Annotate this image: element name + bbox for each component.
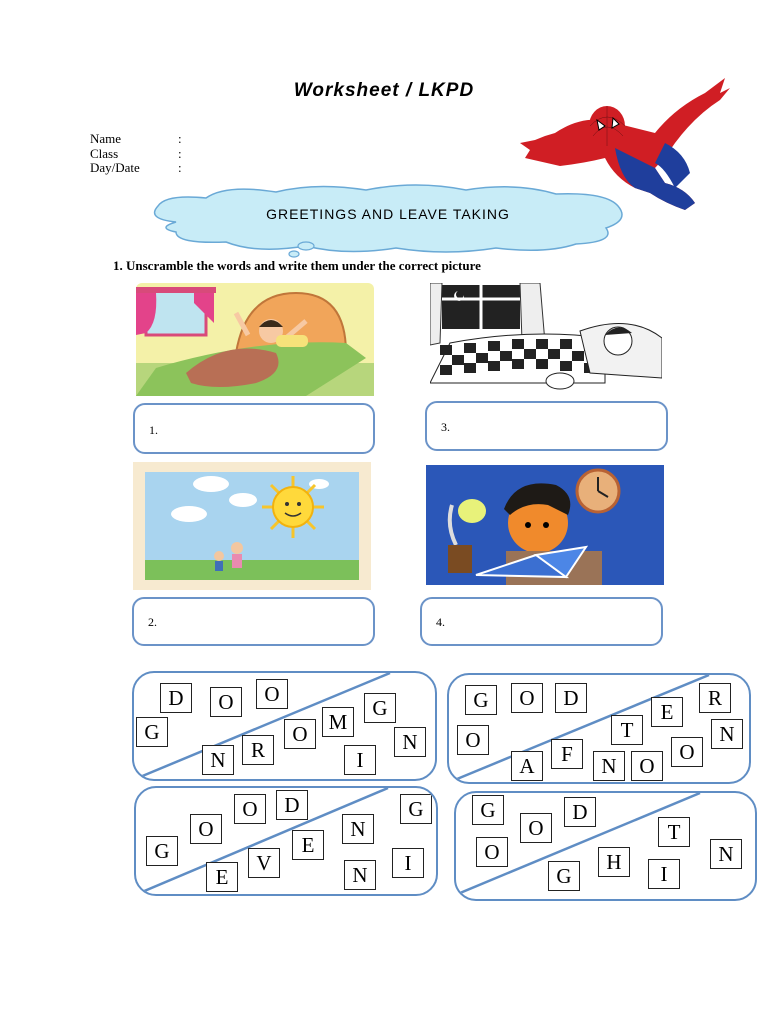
topic-title: GREETINGS AND LEAVE TAKING	[266, 206, 510, 222]
scramble-puzzle-2	[447, 673, 751, 784]
letter-tile[interactable]: M	[322, 707, 354, 737]
letter-tile[interactable]: G	[548, 861, 580, 891]
letter-tile[interactable]: F	[551, 739, 583, 769]
letter-tile[interactable]: O	[284, 719, 316, 749]
letter-tile[interactable]: N	[711, 719, 743, 749]
info-label: Name	[90, 131, 122, 146]
letter-tile[interactable]: T	[611, 715, 643, 745]
answer-box-1[interactable]	[133, 403, 375, 454]
picture-reading	[426, 465, 664, 585]
letter-tile[interactable]: O	[671, 737, 703, 767]
letter-tile[interactable]: O	[256, 679, 288, 709]
letter-tile[interactable]: I	[648, 859, 680, 889]
letter-tile[interactable]: O	[210, 687, 242, 717]
picture-sunny-day	[133, 462, 371, 590]
letter-tile[interactable]: G	[465, 685, 497, 715]
info-row-class	[90, 147, 182, 162]
letter-tile[interactable]: O	[234, 794, 266, 824]
info-row-name	[90, 132, 182, 147]
letter-tile[interactable]: G	[364, 693, 396, 723]
student-info	[90, 132, 182, 176]
letter-tile[interactable]: N	[342, 814, 374, 844]
picture-wake-up	[136, 283, 374, 396]
letter-tile[interactable]: D	[564, 797, 596, 827]
info-separator: :	[178, 160, 182, 175]
letter-tile[interactable]: O	[457, 725, 489, 755]
info-separator: :	[178, 131, 182, 146]
info-separator: :	[178, 145, 182, 161]
letter-tile[interactable]: N	[344, 860, 376, 890]
letter-tile[interactable]: G	[400, 794, 432, 824]
letter-tile[interactable]: O	[190, 814, 222, 844]
picture-sleeping	[430, 283, 662, 393]
letter-tile[interactable]: N	[394, 727, 426, 757]
page-title: Worksheet / LKPD	[293, 80, 475, 101]
letter-tile[interactable]: E	[206, 862, 238, 892]
info-label: Class	[90, 145, 119, 161]
letter-tile[interactable]: T	[658, 817, 690, 847]
info-label: Day/Date	[90, 160, 140, 175]
answer-number: 3.	[441, 420, 450, 434]
letter-tile[interactable]: A	[511, 751, 543, 781]
answer-box-4[interactable]	[420, 597, 663, 646]
letter-tile[interactable]: D	[160, 683, 192, 713]
letter-tile[interactable]: E	[651, 697, 683, 727]
letter-tile[interactable]: I	[344, 745, 376, 775]
letter-tile[interactable]: G	[146, 836, 178, 866]
letter-tile[interactable]: O	[476, 837, 508, 867]
letter-tile[interactable]: R	[242, 735, 274, 765]
answer-number: 4.	[436, 615, 445, 629]
scramble-puzzle-1	[132, 671, 437, 781]
letter-tile[interactable]: O	[511, 683, 543, 713]
info-row-date	[90, 161, 182, 176]
answer-box-3[interactable]	[425, 401, 668, 451]
letter-tile[interactable]: V	[248, 848, 280, 878]
letter-tile[interactable]: D	[555, 683, 587, 713]
letter-tile[interactable]: N	[593, 751, 625, 781]
letter-tile[interactable]: H	[598, 847, 630, 877]
letter-tile[interactable]: R	[699, 683, 731, 713]
answer-box-2[interactable]	[132, 597, 375, 646]
letter-tile[interactable]: O	[631, 751, 663, 781]
letter-tile[interactable]: G	[472, 795, 504, 825]
answer-number: 2.	[148, 615, 157, 629]
instruction: 1. Unscramble the words and write them under the correct picture	[113, 258, 481, 273]
letter-tile[interactable]: D	[276, 790, 308, 820]
scramble-puzzle-3	[134, 786, 438, 896]
letter-tile[interactable]: E	[292, 830, 324, 860]
letter-tile[interactable]: I	[392, 848, 424, 878]
letter-tile[interactable]: N	[710, 839, 742, 869]
letter-tile[interactable]: G	[136, 717, 168, 747]
letter-tile[interactable]: N	[202, 745, 234, 775]
letter-tile[interactable]: O	[520, 813, 552, 843]
scramble-puzzle-4	[454, 791, 757, 901]
answer-number: 1.	[149, 423, 158, 437]
